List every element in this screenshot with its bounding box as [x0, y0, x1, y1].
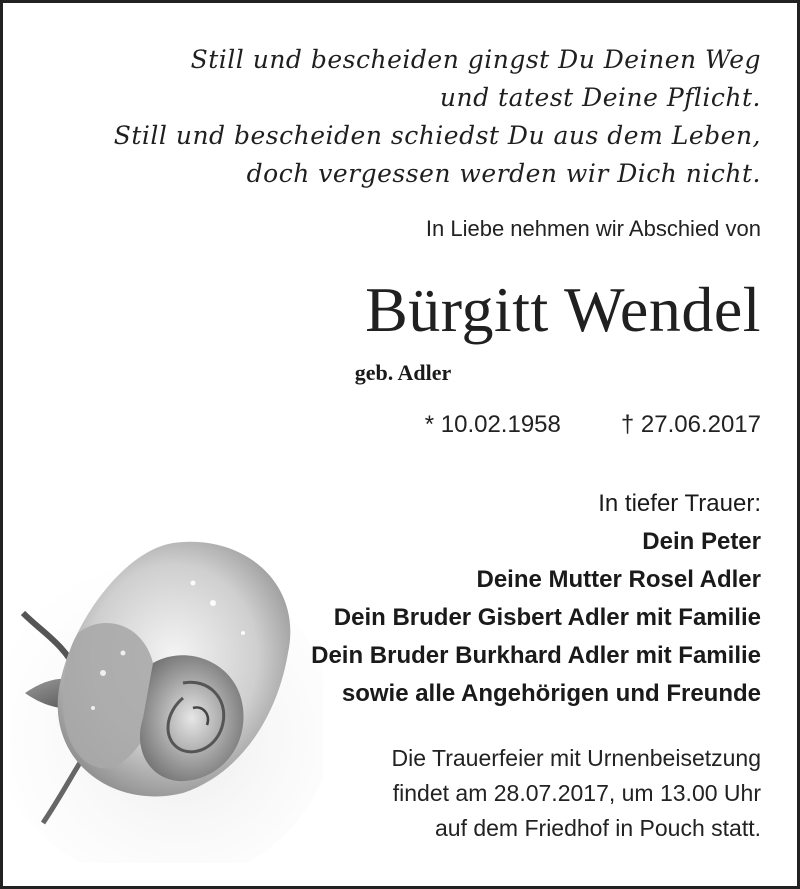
poem-line: doch vergessen werden wir Dich nicht.	[246, 159, 761, 188]
mourner-line: Dein Bruder Burkhard Adler mit Familie	[311, 642, 761, 669]
ceremony-line: Die Trauerfeier mit Urnenbeisetzung	[391, 745, 761, 771]
mourners-list	[311, 485, 761, 713]
death-date: † 27.06.2017	[620, 411, 761, 438]
ceremony-notice	[392, 741, 761, 846]
poem-line: Still und bescheiden schiedst Du aus dem Leben,	[113, 121, 761, 150]
maiden-name: geb. Adler	[354, 360, 452, 385]
mourner-line: Deine Mutter Rosel Adler	[476, 566, 761, 593]
poem-verse	[114, 41, 761, 193]
mourner-line: sowie alle Angehörigen und Freunde	[341, 680, 761, 707]
birth-date: * 10.02.1958	[424, 411, 561, 438]
mourner-line: Dein Peter	[642, 528, 761, 555]
mourners-lead: In tiefer Trauer:	[598, 490, 761, 517]
life-dates	[425, 411, 761, 439]
rose-image	[3, 523, 323, 863]
ceremony-line: findet am 28.07.2017, um 13.00 Uhr	[392, 780, 761, 806]
poem-line: und tatest Deine Pflicht.	[439, 83, 761, 112]
deceased-name: Bürgitt Wendel	[365, 274, 761, 345]
farewell-intro: In Liebe nehmen wir Abschied von	[425, 216, 761, 241]
ceremony-line: auf dem Friedhof in Pouch statt.	[434, 815, 761, 841]
poem-line: Still und bescheiden gingst Du Deinen Weg	[190, 45, 761, 74]
mourner-line: Dein Bruder Gisbert Adler mit Familie	[333, 604, 761, 631]
